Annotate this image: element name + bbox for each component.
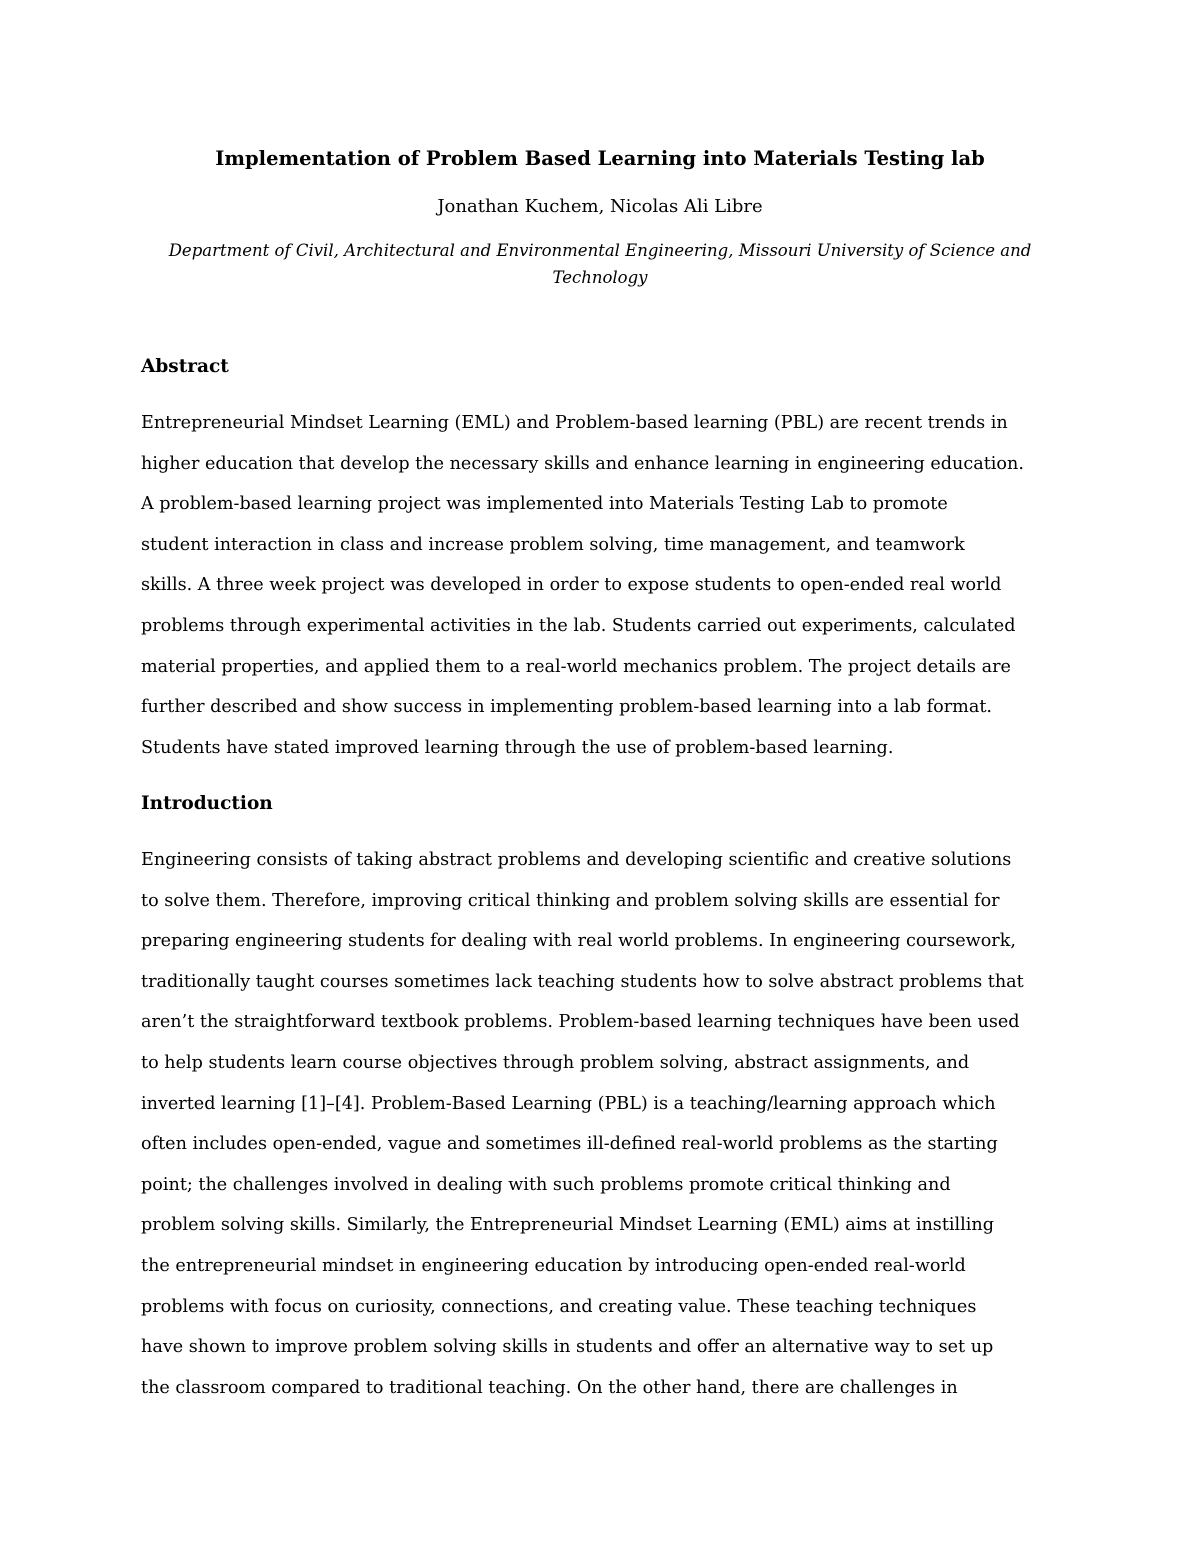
introduction-line: to help students learn course objectives through problem solving, abstract assignments, and <box>141 1052 970 1073</box>
abstract-line: material properties, and applied them to a real-world mechanics problem. The project details are <box>141 656 1011 677</box>
affiliation-line: Technology <box>552 268 648 287</box>
abstract-line: further described and show success in implementing problem-based learning into a lab format. <box>141 697 993 718</box>
introduction-line: preparing engineering students for dealing with real world problems. In engineering coursework, <box>141 931 1016 952</box>
abstract-line: student interaction in class and increase problem solving, time management, and teamwork <box>141 534 965 555</box>
introduction-line: point; the challenges involved in dealing with such problems promote critical thinking and <box>141 1174 951 1195</box>
introduction-line: problems with focus on curiosity, connections, and creating value. These teaching techniques <box>141 1296 977 1317</box>
introduction-line: often includes open-ended, vague and sometimes ill-defined real-world problems as the starting <box>141 1134 998 1155</box>
introduction-line: inverted learning [1]–[4]. Problem-Based Learning (PBL) is a teaching/learning approach which <box>141 1093 996 1114</box>
abstract-line: Entrepreneurial Mindset Learning (EML) and Problem-based learning (PBL) are recent trends in <box>141 413 1008 433</box>
abstract-line: Students have stated improved learning through the use of problem-based learning. <box>141 737 894 758</box>
introduction-line: to solve them. Therefore, improving critical thinking and problem solving skills are essential for <box>141 890 1000 911</box>
introduction-line: the entrepreneurial mindset in engineering education by introducing open-ended real-world <box>141 1255 966 1276</box>
introduction-paragraph <box>141 840 1059 1408</box>
introduction-line: traditionally taught courses sometimes lack teaching students how to solve abstract problems that <box>141 971 1024 992</box>
abstract-paragraph <box>141 403 1059 768</box>
abstract-line: skills. A three week project was developed in order to expose students to open-ended real world <box>141 575 1002 596</box>
affiliation <box>120 237 1080 291</box>
introduction-line: have shown to improve problem solving skills in students and offer an alternative way to set up <box>141 1337 994 1358</box>
abstract-line: higher education that develop the necessary skills and enhance learning in engineering education. <box>141 453 1024 474</box>
paper-title: Implementation of Problem Based Learning into Materials Testing lab <box>215 147 985 170</box>
affiliation-line: Department of Civil, Architectural and Environmental Engineering, Missouri University of Science and <box>168 241 1032 260</box>
abstract-line: problems through experimental activities in the lab. Students carried out experiments, calculated <box>141 615 1016 636</box>
abstract-line: A problem-based learning project was implemented into Materials Testing Lab to promote <box>141 494 948 515</box>
introduction-line: problem solving skills. Similarly, the Entrepreneurial Mindset Learning (EML) aims at instilling <box>141 1215 995 1236</box>
introduction-line: the classroom compared to traditional teaching. On the other hand, there are challenges in <box>141 1377 958 1398</box>
introduction-line: aren’t the straightforward textbook problems. Problem-based learning techniques have been used <box>141 1012 1020 1033</box>
introduction-line: Engineering consists of taking abstract problems and developing scientific and creative solutions <box>141 850 1012 870</box>
abstract-heading: Abstract <box>141 356 229 377</box>
introduction-heading: Introduction <box>141 793 273 814</box>
author-list: Jonathan Kuchem, Nicolas Ali Libre <box>437 196 763 217</box>
